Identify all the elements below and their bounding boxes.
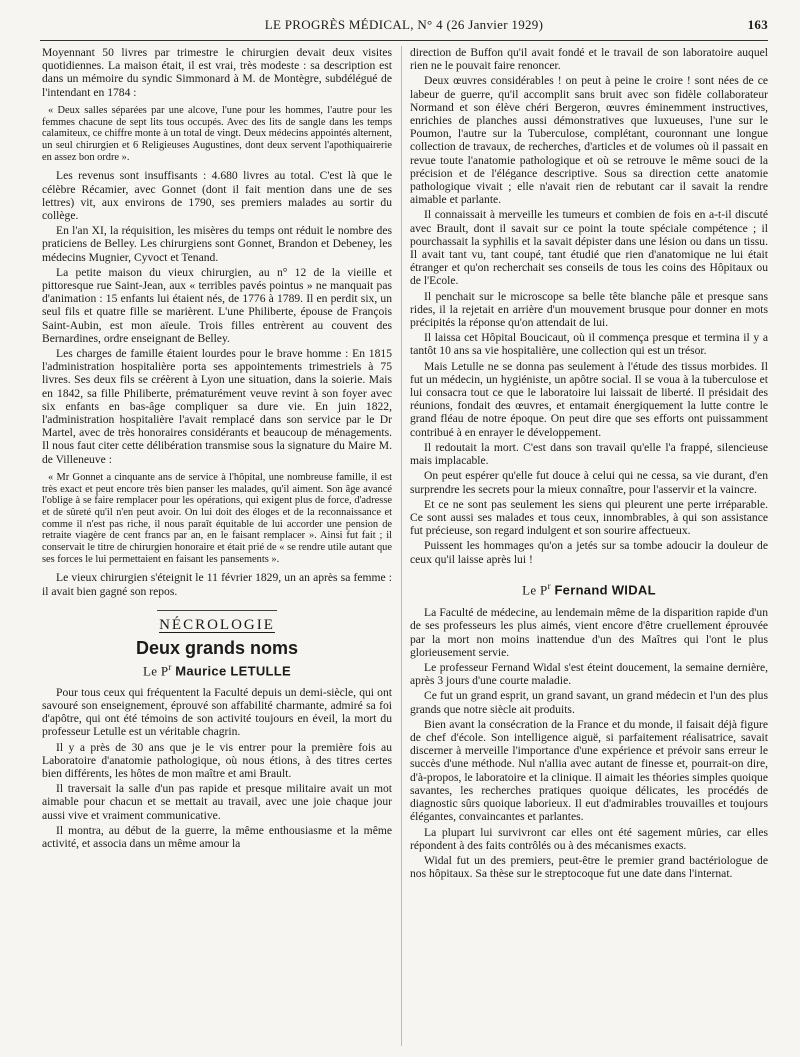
paragraph: Pour tous ceux qui fréquentent la Faculté depuis un demi-siècle, qui ont savouré son enseignement, éprouvé son affabilité charmante, admiré sa foi d'apôtre, qui ont été témoins de son activité toujours en éveil, la mort du professeur Letulle est un véritable chagrin. — [42, 685, 392, 739]
section-divider — [157, 610, 277, 611]
paragraph: Puissent les hommages qu'on a jetés sur sa tombe adoucir la douleur de ceux qu'il laisse après lui ! — [410, 539, 768, 566]
paragraph: Il montra, au début de la guerre, la même enthousiasme et la même activité, et associa dans un même amour la — [42, 823, 392, 850]
column-divider — [401, 46, 402, 1046]
paragraph: Deux œuvres considérables ! on peut à peine le croire ! sont nées de ce labeur de guerre, qu'il accomplit sans bruit avec son fidèle collaborateur Normand et son élève chéri Bergeron, œuvres éminemment instructives, enrichies de planches aussi démonstratives que luxueuses, l'une sur le Poumon, l'autre sur la Tuberculose, complétant, couronnant une longue collection de travaux, de recherches, d'articles et de volumes où il passait en revue toute l'anatomie pathologique et où se retrouve le même souci de la précision et de l'élégance descriptive. Sous sa direction cette anatomie pathologique vivait ; elle n'avait rien de rebutant car il savait la rendre aimable et parlante. — [410, 74, 768, 207]
paragraph: La petite maison du vieux chirurgien, au n° 12 de la vieille et pittoresque rue Saint-Jean, aux « terribles pavés pointus » ne manquait pas d'animation : 15 enfants lui étaient nés, de 1776 à 1789. Il en perdit six, un seul fils et quatre fille se marièrent. L'une Philiberte, épouse de François Saint-Aubin, est mon aïeule. Trois filles entrèrent au couvent des Bernardines, ordre enseignant de Belley. — [42, 265, 392, 345]
paragraph: On peut espérer qu'elle fut douce à celui qui ne cessa, sa vie durant, d'en surprendre les secrets pour la mieux connaître, pour l'asservir et la vaincre. — [410, 469, 768, 496]
paragraph: La Faculté de médecine, au lendemain même de la disparition rapide d'un de ses professeurs les plus aimés, vient encore d'être cruellement éprouvée par la mort non moins inattendue d'un des Maîtres qui l'ont le plus glorieusement servie. — [410, 606, 768, 659]
journal-title: LE PROGRÈS MÉDICAL, N° 4 (26 Janvier 1929) — [264, 17, 544, 32]
paragraph: Et ce ne sont pas seulement les siens qui pleurent une perte irréparable. Ce sont aussi ses malades et tous ceux, innombrables, à qui son assistance fut précieuse, son regard indulgent et son sourire affectueux. — [410, 497, 768, 538]
section-heading: NÉCROLOGIE — [159, 616, 275, 633]
paragraph: Il traversait la salle d'un pas rapide et presque militaire avait un mot aimable pour chacun et se mettait au travail, avec une joie chaque jour aussi vive et vraiment communicative. — [42, 782, 392, 822]
page-number: 163 — [747, 17, 768, 32]
quotation-block — [42, 105, 392, 164]
paragraph: Les charges de famille étaient lourdes pour le brave homme : En 1815 l'administration hospitalière porta ses appointements trimestriels à 75 livres. Ses deux fils se créèrent à Lyon une situation, dans la soierie. Mais en 1842, sa fille Philiberte, prématurément veuve revint à son foyer avec six enfants en bas-âge compliquer sa dure vie. En juin 1822, l'administration hospitalière l'avait remplacé dans son service par le Dr Martel, avec de très honoraires considérants et beaucoup de ménagements. Il nous faut citer cette délibération transmise sous la signature du Maire M. de Villeneuve : — [42, 346, 392, 466]
paragraph: Les revenus sont insuffisants : 4.680 livres au total. C'est là que le célèbre Récamier, avec Gonnet (dont il fait mention dans une de ses lettres) vit, aux environs de 1790, ses premiers malades au sortir du collège. — [42, 169, 392, 222]
heading-name: Maurice LETULLE — [175, 663, 292, 679]
paragraph: La plupart lui survivront car elles ont été sagement mûries, car elles répondent à des faits contrôlés ou à des mécanismes exacts. — [410, 825, 768, 852]
heading-superscript: r — [168, 662, 172, 673]
heading-prefix: Le P — [522, 582, 548, 598]
paragraph: Le professeur Fernand Widal s'est éteint doucement, la semaine dernière, après 3 jours d'une courte maladie. — [410, 661, 768, 688]
header-rule — [40, 40, 768, 41]
paragraph: Widal fut un des premiers, peut-être le premier grand bactériologue de nos hôpitaux. Sa thèse sur le streptocoque fut une date dans l'internat. — [410, 853, 768, 881]
heading-name: Fernand WIDAL — [554, 582, 656, 598]
heading-superscript: r — [547, 580, 551, 591]
quotation-block — [42, 472, 392, 566]
paragraph: Le vieux chirurgien s'éteignit le 11 février 1829, un an après sa femme : il avait bien gagné son repos. — [42, 571, 392, 598]
paragraph: En l'an XI, la réquisition, les misères du temps ont réduit le nombre des praticiens de Belley. Les chirurgiens sont Gonnet, Brandon et Debeney, les médecins Mugnier, Cyvoct et Tenand. — [42, 224, 392, 264]
obituary-heading-widal — [410, 580, 768, 597]
paragraph: Moyennant 50 livres par trimestre le chirurgien devait deux visites quotidiennes. La maison était, il est vrai, très modeste : sa description est dans un mémoire du syndic Simmonard à M. de Montègre, subdélégué de l'intendant en 1784 : — [42, 46, 392, 99]
paragraph: Il redoutait la mort. C'est dans son travail qu'elle l'a frappé, silencieuse mais implacable. — [410, 440, 768, 468]
paragraph: Il laissa cet Hôpital Boucicaut, où il commença presque et termina il y a tantôt 10 ans sa vie hospitalière, une collection qui est un trésor. — [410, 331, 768, 358]
paragraph: Il y a près de 30 ans que je le vis entrer pour la première fois au Laboratoire d'anatomie pathologique, où nous étions, à des titres certes bien différents, les hôtes de mon maître et ami Brault. — [42, 740, 392, 780]
quotation: « Deux salles séparées par une alcove, l'une pour les hommes, l'autre pour les femmes chacune de sept lits tous occupés. Avec des lits de sangle dans les temps calamiteux, ce chiffre monte à un total de vingt. Deux médecins appointés alternent, un seul chirurgien et 6 Religieuses Augustines, dont deux servent l'apothiquairerie en assez bon ordre ». — [42, 104, 392, 163]
heading-prefix: Le P — [142, 663, 169, 679]
paragraph: Bien avant la consécration de la France et du monde, il faisait déjà figure de chef d'école. Son intelligence aiguë, si parfaitement réalisatrice, savait discerner à merveille l'importance d'une expérience et prévoir sans erreur le succès d'une méthode. Nul n'allia avec autant de finesse et, pourrait-on dire, d'à-propos, le laboratoire et la clinique. Il aimait les théories simples quoique savantes, les recherches pratiques quoique délicates, les procédés de diagnostic sûrs quoique laborieux. Il eut d'admirables trouvailles et toujours élégantes, convaincantes et parlantes. — [410, 717, 768, 824]
paragraph: Ce fut un grand esprit, un grand savant, un grand médecin et l'un des plus grands que notre siècle ait produits. — [410, 689, 768, 716]
quotation: « Mr Gonnet a cinquante ans de service à l'hôpital, une nombreuse famille, il est très exact et peut encore très bien panser les malades, qu'il aiment. Son âge avancé l'oblige à se faire remplacer pour les opérations, qui exigent plus de force, d'adresse et de sûreté qu'il n'en peut avoir. On lui doit des éloges et de la reconnaissance et comme il n'est pas riche, il nous paraît équitable de lui accorder une pension de retraite viagère de cent francs par an, en le faisant remplacer ». Ainsi fut fait ; il conservait le titre de chirurgien honoraire et était prié de « se rendre utile autant que ses forces le lui permettaient en faisant les pansements ». — [42, 471, 392, 565]
article-title: Deux grands noms — [135, 638, 299, 659]
left-column — [42, 46, 392, 1046]
paragraph: direction de Buffon qu'il avait fondé et le travail de son laboratoire auquel rien ne le pouvait faire renoncer. — [410, 46, 768, 73]
paragraph: Il penchait sur le microscope sa belle tête blanche pâle et presque sans rides, il la rejetait en arrière d'un mouvement brusque pour donner en mots précipités la réponse qu'on attendait de lui. — [410, 289, 768, 330]
paragraph: Il connaissait à merveille les tumeurs et combien de fois en a-t-il discuté avec Brault, dont il savait sur ce point la toute spéciale compétence ; il pourchassait la syphilis et la savait dépister dans une lésion ou dans un tissu. Il avait tant vu, tant coupé, tant étudié que rien d'anatomique ne lui était étranger et qu'on recherchait ses conseils de tous les coins des Hôpitaux ou de l'Ecole. — [410, 208, 768, 288]
right-column — [410, 46, 768, 1046]
paragraph: Mais Letulle ne se donna pas seulement à l'étude des tissus morbides. Il fut un médecin, un hygiéniste, un apôtre social. Il se voua à la tuberculose et lui consacra tout ce que le laboratoire lui laissait de liberté. Il présidait des réunions, fondait des œuvres, et entamait énergiquement la lutte contre le grand fléau de notre époque. On peut dire que ses efforts ont puissamment contribué à en enrayer le développement. — [410, 359, 768, 439]
obituary-heading-letulle — [42, 661, 392, 678]
running-header — [40, 14, 768, 36]
